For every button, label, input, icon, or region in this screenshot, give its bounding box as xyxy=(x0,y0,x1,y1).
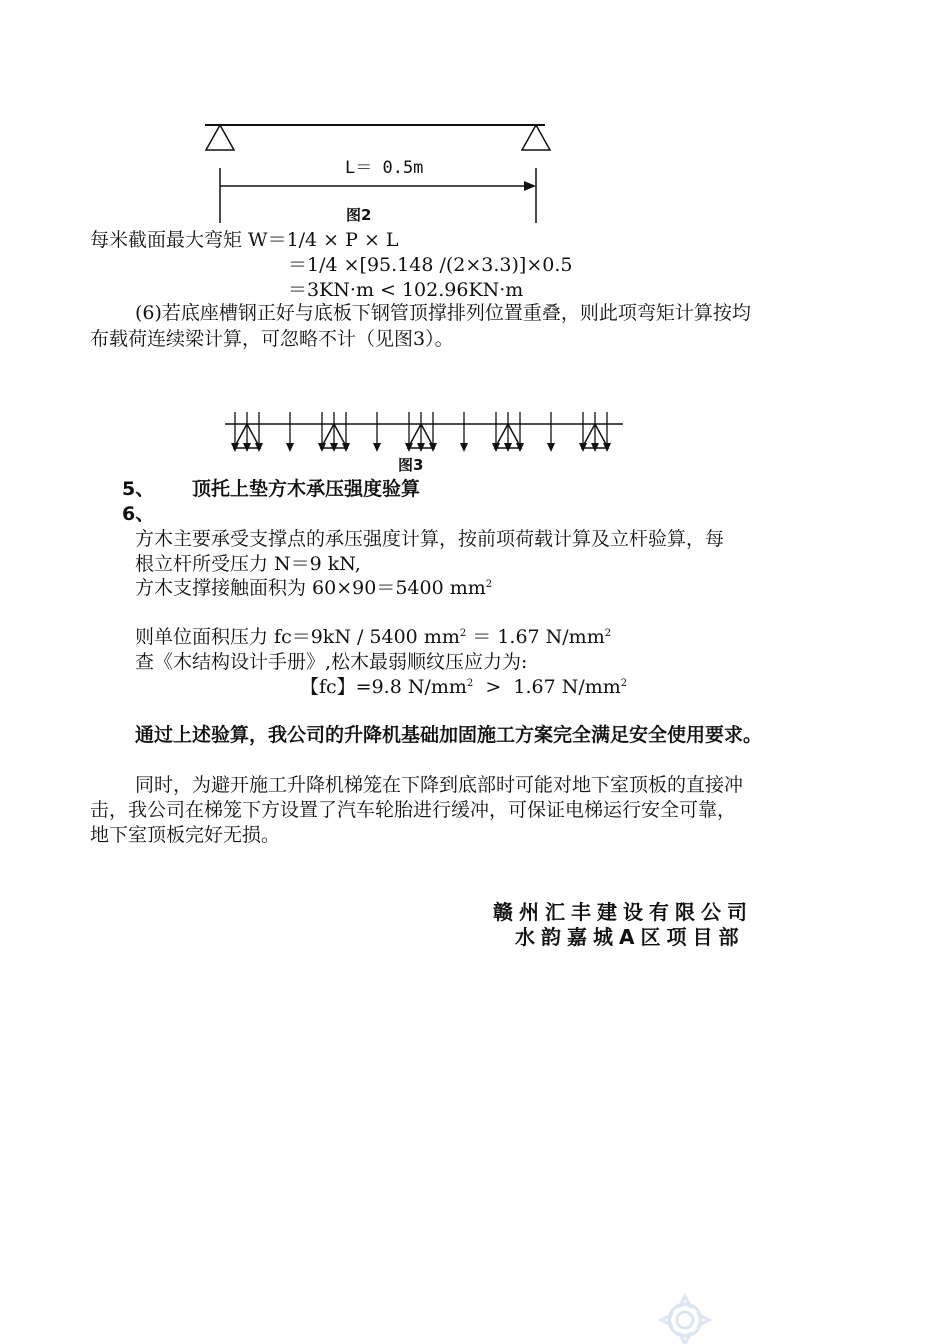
wood-paragraph-line-2: 根立杆所受压力 N＝9 kN, xyxy=(135,553,361,575)
allowable-stress-exponent-2: 2 xyxy=(620,678,628,689)
load-arrowhead xyxy=(460,443,468,452)
moment-formula-line-2: ＝1/4 ×[95.148 /(2×3.3)]×0.5 xyxy=(288,254,573,276)
closing-paragraph-line-3: 地下室顶板完好无损。 xyxy=(90,824,281,846)
manual-reference-line: 查《木结构设计手册》,松木最弱顺纹压应力为: xyxy=(135,651,528,673)
unit-pressure-exponent-1: 2 xyxy=(459,628,467,639)
load-arrowhead xyxy=(547,443,555,452)
contact-area-exponent: 2 xyxy=(485,579,493,590)
allowable-stress-text-b: > 1.67 N/mm xyxy=(473,676,621,698)
figure-2-span-label: L＝ 0.5m xyxy=(345,158,424,178)
item-6-paragraph-line-2: 布载荷连续梁计算，可忽略不计（见图3）。 xyxy=(90,328,454,350)
closing-paragraph-line-1: 同时，为避开施工升降机梯笼在下降到底部时可能对地下室顶板的直接冲 xyxy=(135,774,744,796)
section-5-title: 顶托上垫方木承压强度验算 xyxy=(192,478,421,500)
unit-pressure-text-b: ＝ 1.67 N/mm xyxy=(466,626,605,648)
unit-pressure-exponent-2: 2 xyxy=(604,628,612,639)
item-6-paragraph-line-1: (6)若底座槽钢正好与底板下钢管顶撑排列位置重叠，则此项弯矩计算按均 xyxy=(135,302,751,324)
section-6-number: 6、 xyxy=(122,503,155,525)
figure-2-caption: 图2 xyxy=(346,206,372,224)
load-arrowhead xyxy=(373,443,381,452)
figure-3-continuous-beam-diagram xyxy=(225,408,625,456)
contact-area-line xyxy=(135,576,492,600)
allowable-stress-line xyxy=(300,675,627,699)
left-support xyxy=(206,125,234,150)
right-support xyxy=(522,125,550,150)
allowable-stress-text-a: 【fc】=9.8 N/mm xyxy=(300,676,467,698)
watermark-flower-icon xyxy=(650,1290,720,1344)
contact-area-text: 方木支撑接触面积为 60×90＝5400 mm xyxy=(135,577,486,599)
unit-pressure-text-a: 则单位面积压力 fc＝9kN / 5400 mm xyxy=(135,626,460,648)
signature-company: 赣州汇丰建设有限公司 xyxy=(493,900,753,924)
load-arrowhead xyxy=(286,443,294,452)
moment-formula-line-3: ＝3KN·m < 102.96KN·m xyxy=(288,279,524,301)
dimension-arrowhead xyxy=(524,181,536,191)
signature-department: 水韵嘉城A区项目部 xyxy=(515,925,745,949)
unit-pressure-line xyxy=(135,625,611,649)
moment-formula-line-1: 每米截面最大弯矩 W＝1/4 × P × L xyxy=(90,229,399,251)
allowable-stress-exponent-1: 2 xyxy=(466,678,474,689)
conclusion-statement: 通过上述验算，我公司的升降机基础加固施工方案完全满足安全使用要求。 xyxy=(135,724,763,746)
figure-3-caption: 图3 xyxy=(398,456,424,474)
closing-paragraph-line-2: 击，我公司在梯笼下方设置了汽车轮胎进行缓冲，可保证电梯运行安全可靠， xyxy=(90,799,737,821)
wood-paragraph-line-1: 方木主要承受支撑点的承压强度计算，按前项荷载计算及立杆验算，每 xyxy=(135,528,725,550)
section-5-number: 5、 xyxy=(122,478,155,500)
